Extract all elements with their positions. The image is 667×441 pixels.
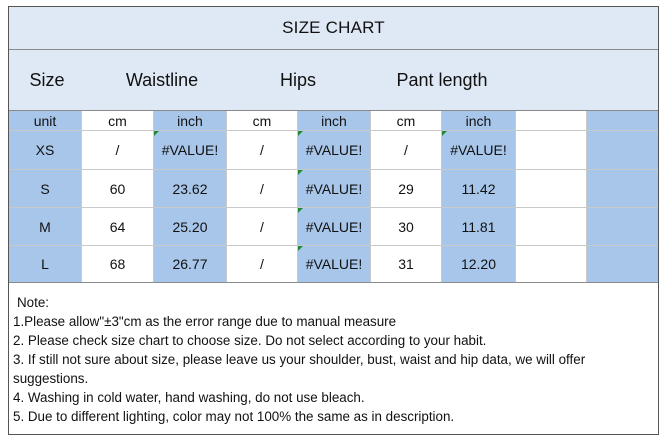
- error-marker: [154, 131, 159, 136]
- data-cell: #VALUE!: [298, 208, 371, 246]
- data-cell: 30: [371, 208, 442, 246]
- size-label: XS: [9, 131, 82, 170]
- error-marker: [442, 131, 447, 136]
- note-item: 3. If still not sure about size, please leave us your shoulder, bust, waist and hip data, we will offer suggestions.: [13, 352, 586, 386]
- chart-title: SIZE CHART: [9, 7, 658, 50]
- data-cell: [516, 170, 587, 208]
- data-cell: #VALUE!: [442, 131, 516, 170]
- data-cell: 11.42: [442, 170, 516, 208]
- note-item: 1.Please allow"±3"cm as the error range due to manual measure: [13, 314, 397, 329]
- size-label: S: [9, 170, 82, 208]
- unit-cell: cm: [371, 111, 442, 131]
- data-cell: /: [227, 208, 298, 246]
- filler-cell: [587, 208, 658, 246]
- table-row: [9, 246, 658, 282]
- data-cell: #VALUE!: [154, 131, 227, 170]
- header-waistline: Waistline: [125, 70, 199, 90]
- column-headers: [9, 50, 658, 111]
- unit-row: [9, 111, 658, 131]
- unit-cell: inch: [298, 111, 371, 131]
- note-item: 2. Please check size chart to choose size. Do not select according to your habit.: [13, 333, 487, 348]
- data-cell: 68: [82, 246, 154, 282]
- size-grid: [9, 111, 658, 283]
- data-cell: #VALUE!: [298, 131, 371, 170]
- header-pant-length: Pant length: [396, 70, 488, 90]
- notes-heading: Note:: [17, 295, 50, 310]
- error-marker: [298, 131, 303, 136]
- data-cell: 29: [371, 170, 442, 208]
- data-cell: /: [82, 131, 154, 170]
- size-chart-table: [8, 6, 659, 435]
- header-hips: Hips: [279, 70, 317, 90]
- data-cell: /: [227, 246, 298, 282]
- unit-cell: cm: [227, 111, 298, 131]
- filler-cell: [587, 111, 658, 131]
- data-cell: 25.20: [154, 208, 227, 246]
- data-cell: 12.20: [442, 246, 516, 282]
- unit-label: unit: [9, 111, 82, 131]
- unit-cell: inch: [154, 111, 227, 131]
- notes-section: [9, 283, 658, 434]
- error-marker: [298, 170, 303, 175]
- unit-cell: cm: [82, 111, 154, 131]
- table-row: [9, 208, 658, 246]
- size-label: L: [9, 246, 82, 282]
- filler-cell: [587, 131, 658, 170]
- data-cell: 23.62: [154, 170, 227, 208]
- data-cell: /: [371, 131, 442, 170]
- data-cell: [516, 246, 587, 282]
- table-row: [9, 131, 658, 170]
- filler-cell: [587, 170, 658, 208]
- data-cell: 31: [371, 246, 442, 282]
- data-cell: /: [227, 170, 298, 208]
- unit-cell: [516, 111, 587, 131]
- data-cell: 60: [82, 170, 154, 208]
- table-row: [9, 170, 658, 208]
- data-cell: 11.81: [442, 208, 516, 246]
- data-cell: #VALUE!: [298, 246, 371, 282]
- data-cell: #VALUE!: [298, 170, 371, 208]
- data-cell: [516, 208, 587, 246]
- data-cell: /: [227, 131, 298, 170]
- filler-cell: [587, 246, 658, 282]
- note-item: 5. Due to different lighting, color may not 100% the same as in description.: [13, 409, 455, 424]
- size-label: M: [9, 208, 82, 246]
- data-cell: 26.77: [154, 246, 227, 282]
- data-cell: [516, 131, 587, 170]
- note-item: 4. Washing in cold water, hand washing, do not use bleach.: [13, 390, 365, 405]
- error-marker: [298, 246, 303, 251]
- error-marker: [298, 208, 303, 213]
- data-cell: 64: [82, 208, 154, 246]
- header-size: Size: [29, 70, 65, 90]
- unit-cell: inch: [442, 111, 516, 131]
